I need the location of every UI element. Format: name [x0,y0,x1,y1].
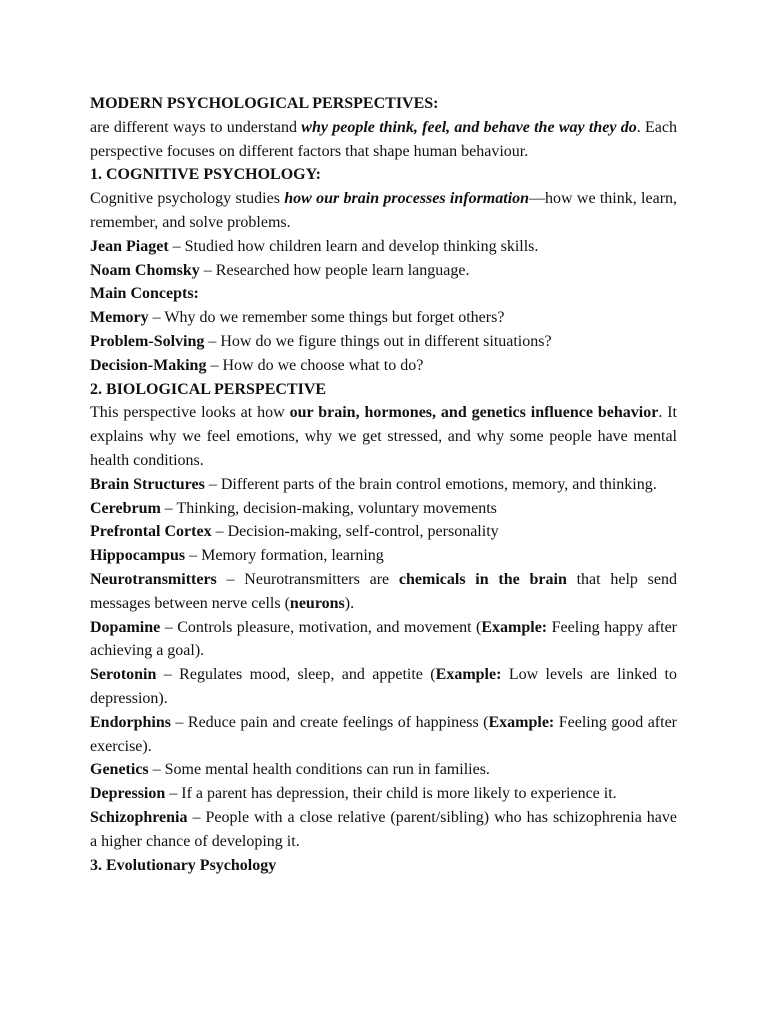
brain-structures-item: Brain Structures – Different parts of the brain control emotions, memory, and thinking. [90,475,657,493]
neurotransmitters-item: Neurotransmitters – Neurotransmitters are chemicals in the brain that help send messages between nerve cells (neurons). [90,570,677,612]
title-text: MODERN PSYCHOLOGICAL PERSPECTIVES: [90,95,439,112]
person-item: Jean Piaget – Studied how children learn and develop thinking skills. [90,237,539,255]
genetics-item: Genetics – Some mental health conditions can run in families. [90,761,490,779]
concepts-heading: Main Concepts: [90,285,199,303]
document-title [90,92,677,116]
genetics-example-item: Depression – If a parent has depression, their child is more likely to experience it. [90,785,617,803]
intro-paragraph: are different ways to understand why people think, feel, and behave the way they do. Each perspective focuses on different factors that shape human behaviour. [90,118,677,160]
person-item: Noam Chomsky – Researched how people learn language. [90,261,470,279]
concept-item: Memory – Why do we remember some things but forget others? [90,309,505,327]
transmitter-item: Serotonin – Regulates mood, sleep, and appetite (Example: Low levels are linked to depression). [90,666,678,707]
section-heading-biological: 2. BIOLOGICAL PERSPECTIVE [90,380,327,398]
cognitive-emphasis: how our brain processes information [284,190,530,208]
concept-item: Decision-Making – How do we choose what to do? [90,356,424,374]
transmitter-item: Dopamine – Controls pleasure, motivation, and movement (Example: Feeling happy after achieving a goal). [90,618,677,660]
brain-part-item: Cerebrum – Thinking, decision-making, voluntary movements [90,499,497,517]
genetics-example-item: Schizophrenia – People with a close relative (parent/sibling) who has schizophrenia have a higher chance of developing it. [90,808,677,850]
intro-emphasis: why people think, feel, and behave the way they do [301,118,637,136]
cognitive-description: Cognitive psychology studies how our brain processes information—how we think, learn, remember, and solve problems. [90,190,678,231]
section-heading-cognitive: 1. COGNITIVE PSYCHOLOGY: [90,166,321,184]
transmitter-item: Endorphins – Reduce pain and create feelings of happiness (Example: Feeling good after exercise). [90,713,678,755]
concept-item: Problem-Solving – How do we figure things out in different situations? [90,332,552,350]
document-body [90,92,677,877]
brain-part-item: Prefrontal Cortex – Decision-making, self-control, personality [90,523,499,541]
biological-description: This perspective looks at how our brain, hormones, and genetics influence behavior. It explains why we feel emotions, why we get stressed, and why some people have mental health conditions. [90,404,677,469]
biological-emphasis: our brain, hormones, and genetics influence behavior [289,404,659,422]
brain-part-item: Hippocampus – Memory formation, learning [90,547,384,565]
section-heading-evolutionary: 3. Evolutionary Psychology [90,856,277,874]
